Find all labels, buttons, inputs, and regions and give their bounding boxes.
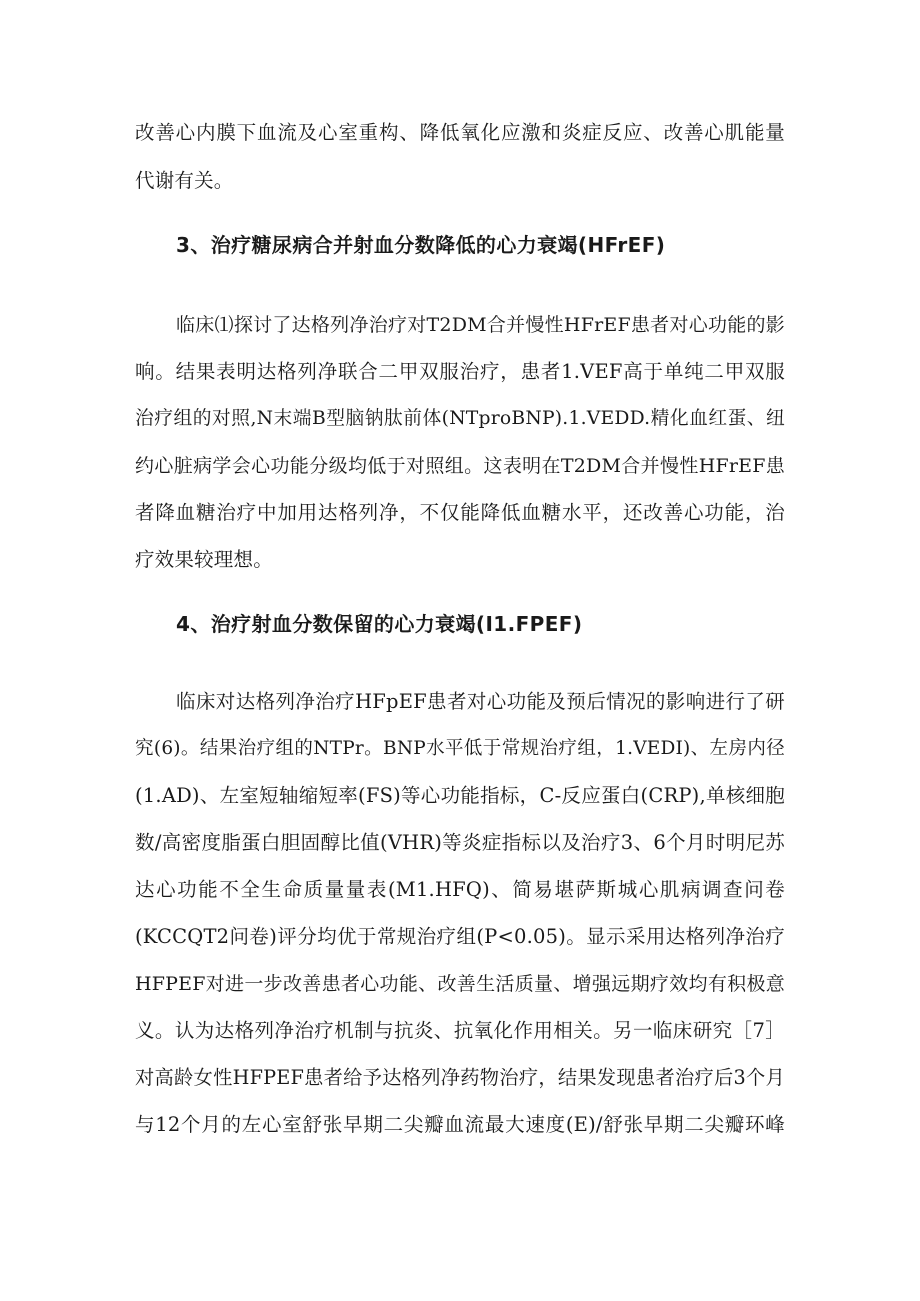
section-heading-3: 3、治疗糖尿病合并射血分数降低的心力衰竭(HFrEF) [176, 233, 666, 257]
section-heading-4: 4、治疗射血分数保留的心力衰竭(I1.FPEF) [176, 612, 583, 636]
text-line: (1.AD)、左室短轴缩短率(FS)等心功能指标，C-反应蛋白(CRP),单核细胞 [135, 784, 785, 807]
text-line: 临床对达格列净治疗HFpEF患者对心功能及预后情况的影响进行了研 [176, 690, 785, 713]
text-line: 对高龄女性HFPEF患者给予达格列净药物治疗，结果发现患者治疗后3个月 [135, 1066, 785, 1089]
text-line: 与12个月的左心室舒张早期二尖瓣血流最大速度(E)/舒张早期二尖瓣环峰 [135, 1113, 785, 1136]
text-line: 改善心内膜下血流及心室重构、降低氧化应激和炎症反应、改善心肌能量 [135, 121, 785, 144]
text-line: 治疗组的对照,N末端B型脑钠肽前体(NTproBNP).1.VEDD.精化血红蛋、纽 [135, 408, 785, 429]
text-line: 数/高密度脂蛋白胆固醇比值(VHR)等炎症指标以及治疗3、6个月时明尼苏 [135, 831, 785, 854]
text-line: 疗效果较理想。 [135, 548, 273, 571]
text-line: 约心脏病学会心功能分级均低于对照组。这表明在T2DM合并慢性HFrEF患 [135, 455, 785, 477]
text-line: 义。认为达格列净治疗机制与抗炎、抗氧化作用相关。另一临床研究［7］ [135, 1019, 785, 1042]
text-line: 响。结果表明达格列净联合二甲双服治疗，患者1.VEF高于单纯二甲双服 [135, 360, 785, 383]
text-line: 达心功能不全生命质量量表(M1.HFQ)、简易堪萨斯城心肌病调查问卷 [135, 878, 785, 901]
text-line: HFPEF对进一步改善患者心功能、改善生活质量、增强远期疗效均有积极意 [135, 973, 785, 995]
text-line: 临床⑴探讨了达格列净治疗对T2DM合并慢性HFrEF患者对心功能的影 [176, 314, 785, 336]
text-line: 代谢有关。 [135, 169, 234, 192]
text-line: (KCCQT2问卷)评分均优于常规治疗组(P<0.05)。显示采用达格列净治疗 [135, 925, 785, 948]
text-line: 者降血糖治疗中加用达格列净，不仅能降低血糖水平，还改善心功能，治 [135, 501, 785, 524]
text-line: 究(6)。结果治疗组的NTPr。BNP水平低于常规治疗组，1.VEDI)、左房内径 [135, 738, 785, 759]
